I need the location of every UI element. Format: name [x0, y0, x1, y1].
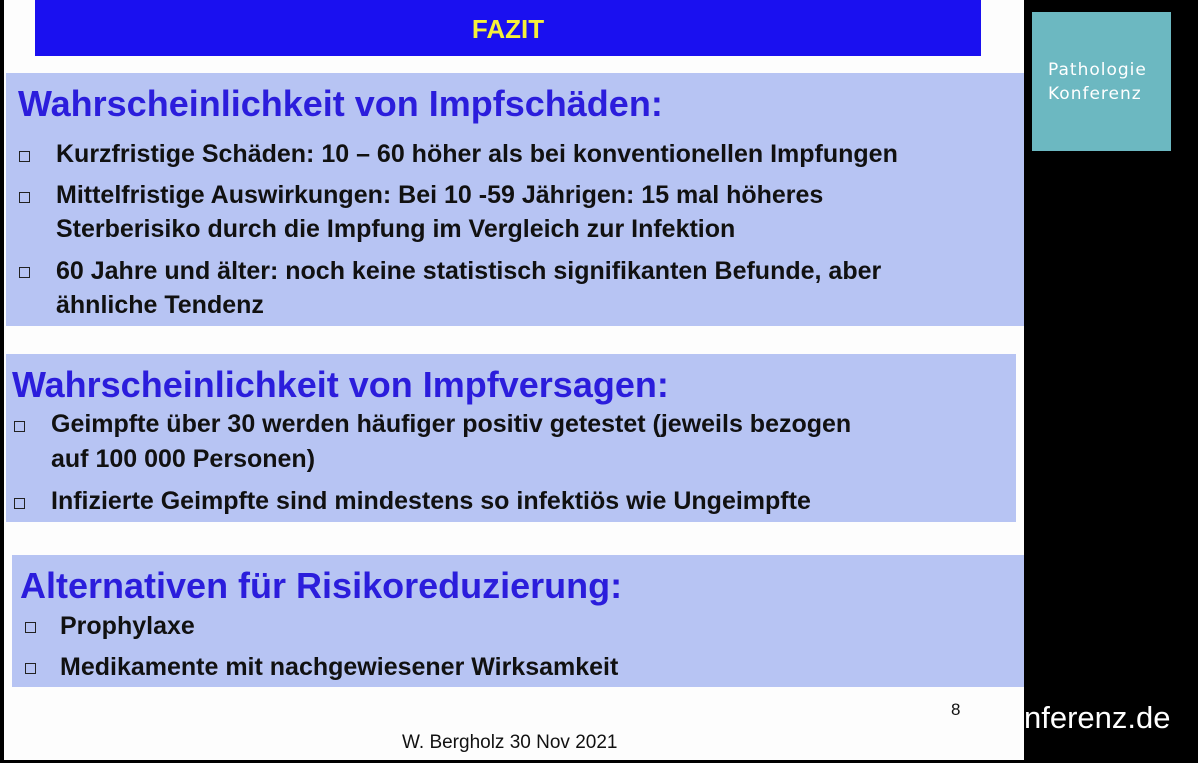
logo-line1: Pathologie [1048, 59, 1147, 80]
section-heading: Alternativen für Risikoreduzierung: [20, 565, 623, 606]
list-item: Medikamente mit nachgewiesener Wirksamkeit [60, 653, 619, 681]
pathologie-konferenz-logo [1032, 12, 1171, 151]
bullet-square-icon [14, 421, 25, 432]
page-number: 8 [951, 700, 961, 719]
section-impfschaeden [6, 73, 1024, 326]
bullet-square-icon [25, 622, 36, 633]
bullet-square-icon [25, 663, 36, 674]
list-item: 60 Jahre und älter: noch keine statistisch signifikanten Befunde, aber [56, 257, 882, 285]
logo-line2: Konferenz [1048, 83, 1142, 104]
bullet-square-icon [19, 267, 30, 278]
title-bar [35, 0, 981, 56]
bullet-square-icon [19, 151, 30, 162]
section-impfversagen [6, 354, 1016, 522]
section-alternativen [12, 555, 1024, 687]
bullet-square-icon [14, 498, 25, 509]
list-item: Infizierte Geimpfte sind mindestens so infektiös wie Ungeimpfte [51, 487, 811, 515]
list-item: Kurzfristige Schäden: 10 – 60 höher als bei konventionellen Impfungen [56, 140, 898, 168]
slide [4, 0, 1024, 760]
list-item-continued: Sterberisiko durch die Impfung im Vergleich zur Infektion [56, 215, 736, 243]
slide-footer: W. Bergholz 30 Nov 2021 [402, 732, 618, 753]
list-item-continued: ähnliche Tendenz [56, 291, 264, 319]
list-item: Prophylaxe [60, 612, 195, 640]
list-item: Mittelfristige Auswirkungen: Bei 10 -59 Jährigen: 15 mal höheres [56, 181, 824, 209]
list-item: Geimpfte über 30 werden häufiger positiv getestet (jeweils bezogen [51, 410, 852, 438]
website-watermark: nferenz.de [1024, 700, 1171, 735]
slide-title: FAZIT [471, 13, 545, 44]
bullet-square-icon [19, 192, 30, 203]
list-item-continued: auf 100 000 Personen) [51, 445, 316, 473]
section-heading: Wahrscheinlichkeit von Impfversagen: [12, 364, 669, 405]
section-heading: Wahrscheinlichkeit von Impfschäden: [18, 83, 663, 124]
